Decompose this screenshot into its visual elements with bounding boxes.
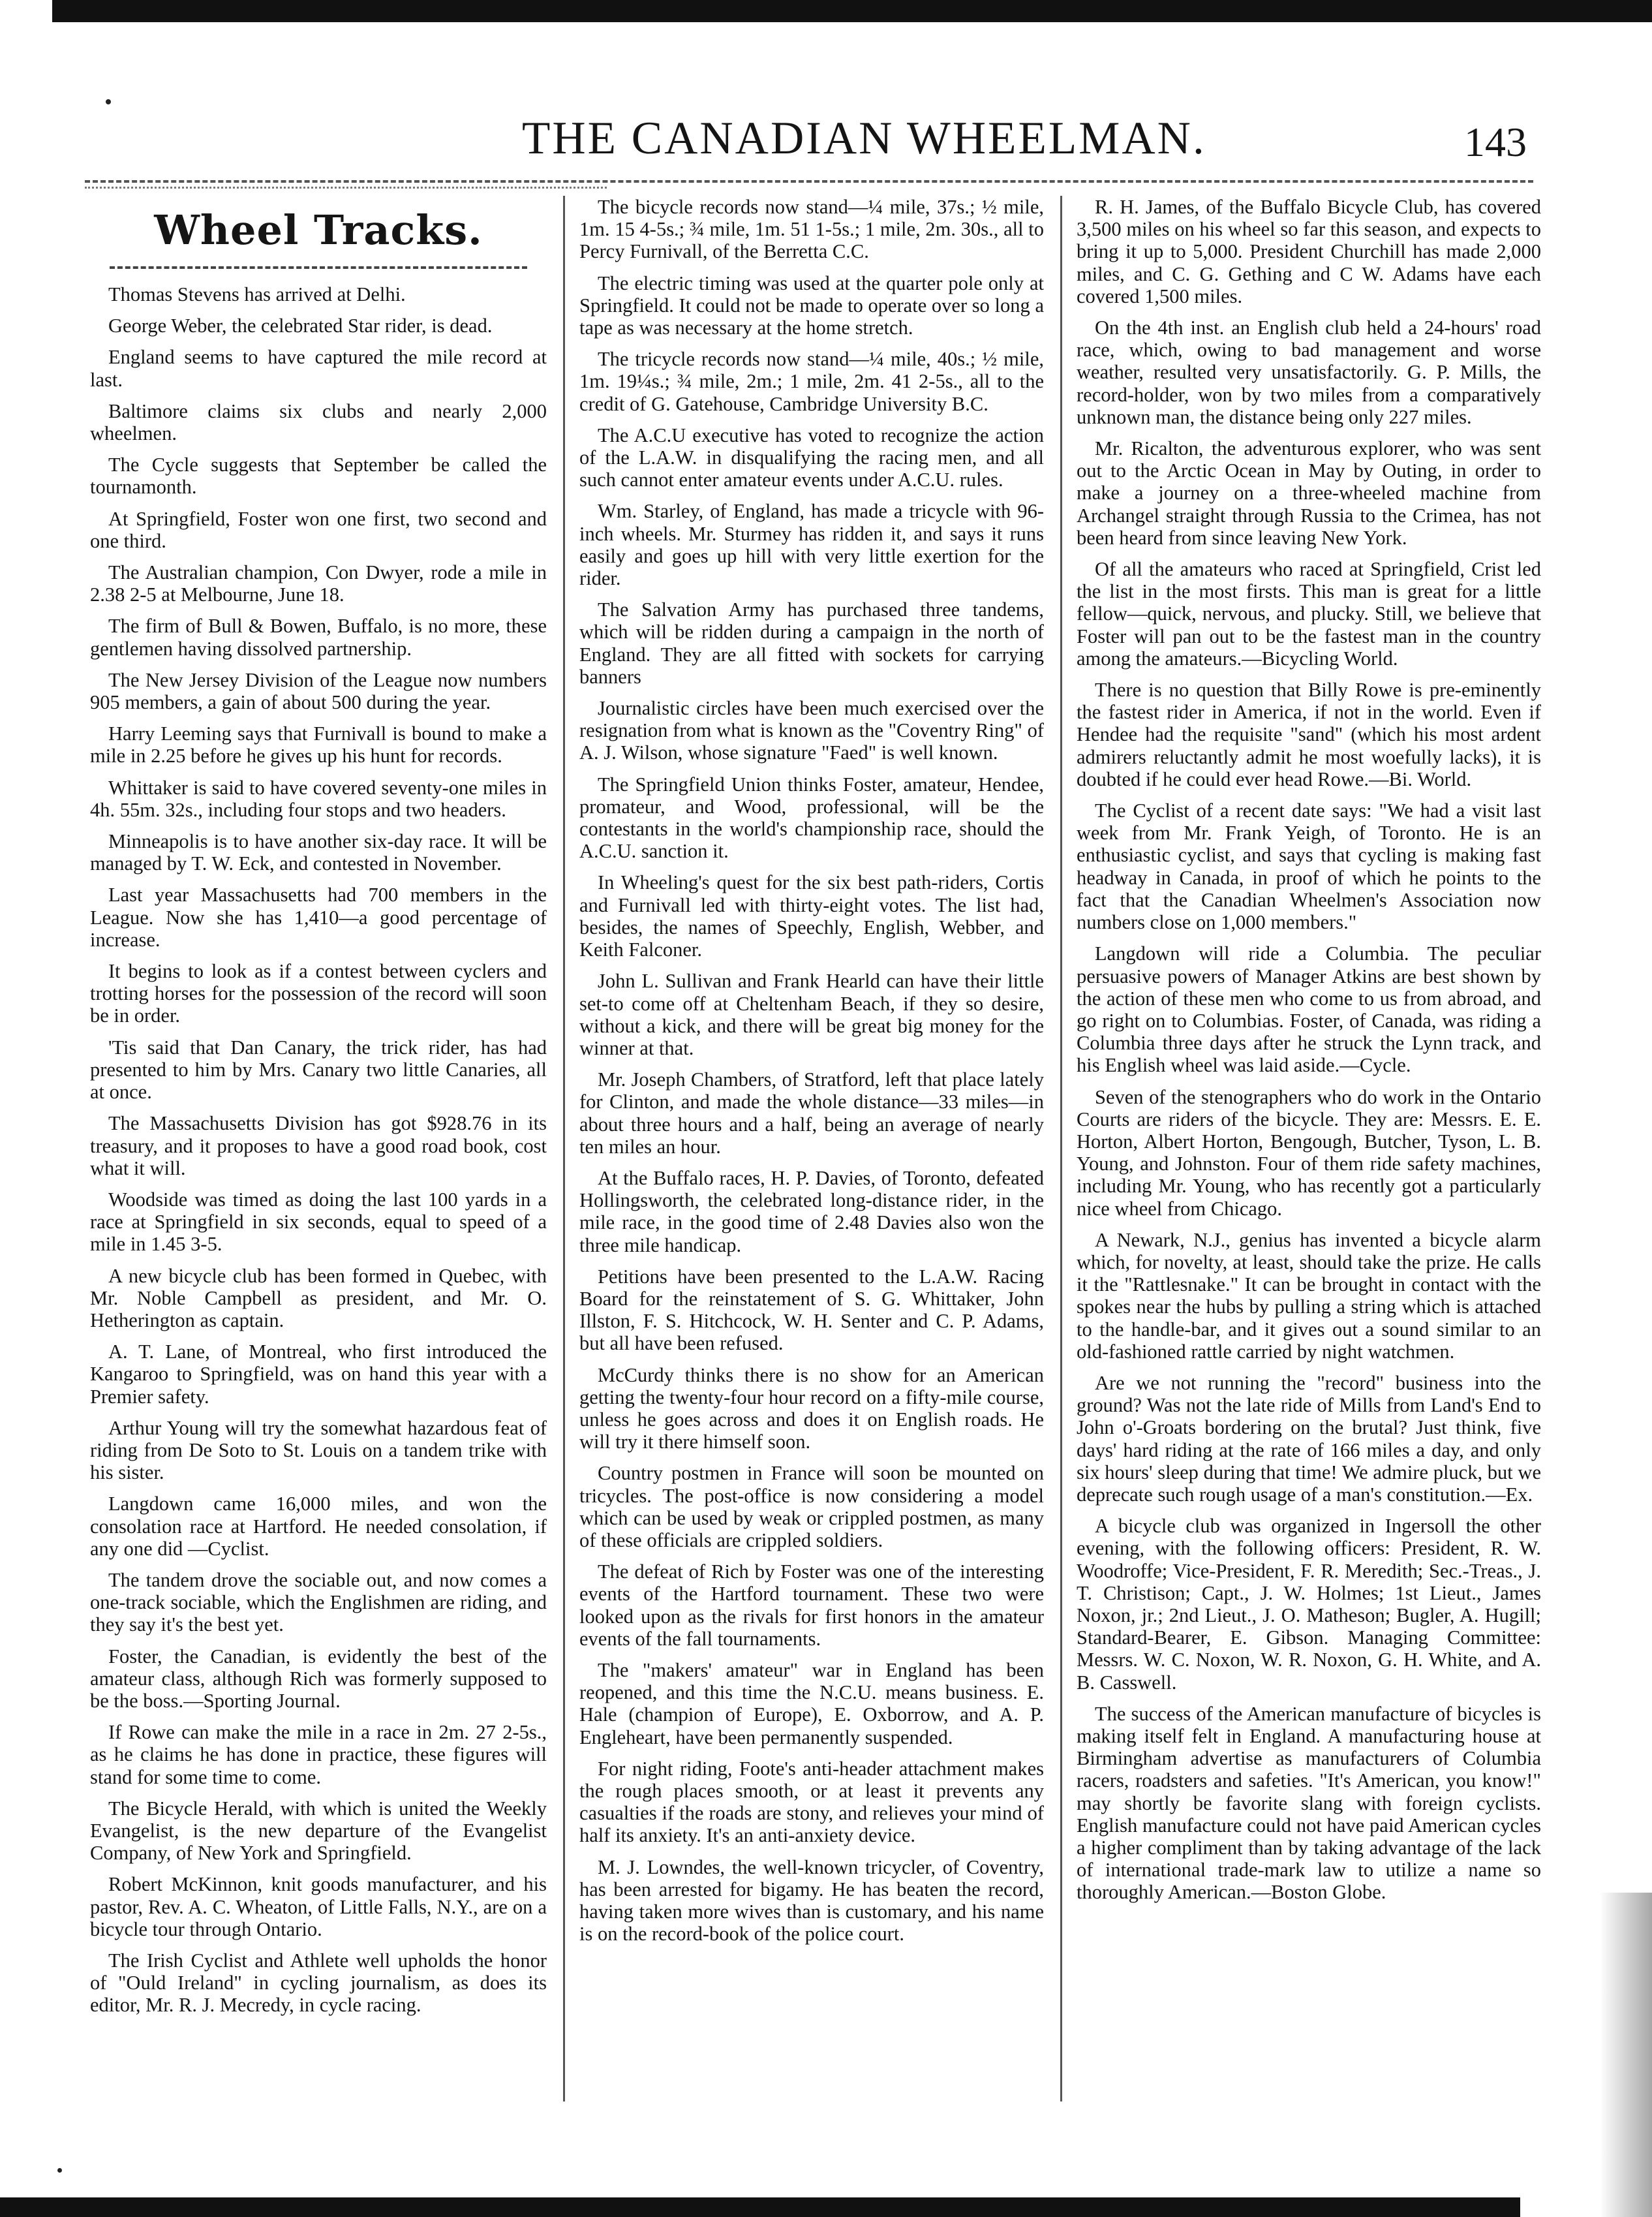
news-item: Wm. Starley, of England, has made a tricycle with 96-inch wheels. Mr. Sturmey has ridden it, and says it runs easily and goes up hill with very little exertion for the rider. xyxy=(579,500,1044,590)
news-item: Langdown will ride a Columbia. The peculiar persuasive powers of Manager Atkins are best shown by the action of these men who come to us from abroad, and go right on to Columbias. Foster, of Canada, was riding a Columbia three days after he struck the Lynn track, and his English wheel was laid aside.—Cycle. xyxy=(1077,942,1541,1077)
news-item: A. T. Lane, of Montreal, who first introduced the Kangaroo to Springfield, was on hand this year with a Premier safety. xyxy=(90,1341,547,1408)
news-item: England seems to have captured the mile record at last. xyxy=(90,346,547,391)
column-3-body xyxy=(1077,196,1541,1904)
news-item: If Rowe can make the mile in a race in 2m. 27 2-5s., as he claims he has done in practice, these figures will stand for some time to come. xyxy=(90,1721,547,1788)
news-item: George Weber, the celebrated Star rider, is dead. xyxy=(108,315,493,337)
news-item: Foster, the Canadian, is evidently the best of the amateur class, although Rich was formerly supposed to be the boss.—Sporting Journal. xyxy=(90,1645,547,1712)
news-item: The firm of Bull & Bowen, Buffalo, is no more, these gentlemen having dissolved partnership. xyxy=(90,615,547,660)
bottom-border-rule xyxy=(0,2197,1520,2217)
news-item: There is no question that Billy Rowe is pre-eminently the fastest rider in America, if not in the world. Even if Hendee had the requisite "sand" (which his most ardent admirers reluctantly admit he most woefully lacks), it is doubted if he could ever head Rowe.—Bi. World. xyxy=(1077,679,1541,790)
news-item: The success of the American manufacture of bicycles is making itself felt in England. A manufacturing house at Birmingham advertise as manufacturers of Columbia racers, roadsters and safeties. "It's American, you know!" may shortly be favorite slang with foreign cyclists. English manufacture could not have paid American cycles a higher compliment than by taking advantage of the lack of international trade-mark law to utilize a name so thoroughly American.—Boston Globe. xyxy=(1077,1702,1541,1904)
news-item: The tricycle records now stand—¼ mile, 40s.; ½ mile, 1m. 19¼s.; ¾ mile, 2m.; 1 mile, 2m. 41 2-5s., all to the credit of G. Gatehouse, Cambridge University B.C. xyxy=(579,348,1044,415)
news-item: Petitions have been presented to the L.A.W. Racing Board for the reinstatement of S. G. Whittaker, John Illston, F. S. Hitchcock, W. H. Senter and C. P. Adams, but all have been refused. xyxy=(579,1265,1044,1355)
news-item: The Salvation Army has purchased three tandems, which will be ridden during a campaign in the north of England. They are all fitted with sockets for carrying banners xyxy=(579,598,1044,688)
print-speck xyxy=(57,2168,62,2173)
header-rule-secondary xyxy=(85,187,607,191)
news-item: Of all the amateurs who raced at Springfield, Crist led the list in the most firsts. This man is great for a little fellow—quick, nervous, and plucky. Still, we believe that Foster will pan out to be the fastest man in the country among the amateurs.—Bicycling World. xyxy=(1077,558,1541,670)
news-item: John L. Sullivan and Frank Hearld can have their little set-to come off at Cheltenham Beach, if they so desire, without a kick, and there will be great big money for the winner at that. xyxy=(579,970,1044,1059)
news-item: The Springfield Union thinks Foster, amateur, Hendee, promateur, and Wood, professional, will be the contestants in the world's championship race, should the A.C.U. sanction it. xyxy=(579,773,1044,863)
page-edge-shadow xyxy=(1600,1893,1652,2217)
news-item: On the 4th inst. an English club held a 24-hours' road race, which, owing to bad management and worse weather, resulted very unsatisfactorily. G. P. Mills, the record-holder, won by two miles from a comparatively unknown man, the distance being only 227 miles. xyxy=(1077,317,1541,428)
news-item: The Australian champion, Con Dwyer, rode a mile in 2.38 2-5 at Melbourne, June 18. xyxy=(90,561,547,606)
news-item: Are we not running the "record" business into the ground? Was not the late ride of Mills from Land's End to John o'-Groats bordering on the brutal? Just think, five days' hard riding at the rate of 166 miles a day, and only six hours' sleep during that time! We admire pluck, but we deprecate such rough usage of a man's constitution.—Ex. xyxy=(1077,1371,1541,1506)
news-item: Harry Leeming says that Furnivall is bound to make a mile in 2.25 before he gives up his hunt for records. xyxy=(90,722,547,767)
news-item: Woodside was timed as doing the last 100 yards in a race at Springfield in six seconds, equal to speed of a mile in 1.45 3-5. xyxy=(90,1188,547,1256)
news-item: The New Jersey Division of the League now numbers 905 members, a gain of about 500 during the year. xyxy=(90,668,547,714)
news-item: Arthur Young will try the somewhat hazardous feat of riding from De Soto to St. Louis on a tandem trike with his sister. xyxy=(90,1416,547,1484)
news-item: The bicycle records now stand—¼ mile, 37s.; ½ mile, 1m. 15 4-5s.; ¾ mile, 1m. 51 1-5s.; 1 mile, 2m. 30s., all to Percy Furnivall, of the Berretta C.C. xyxy=(579,196,1044,263)
news-item: The Massachusetts Division has got $928.76 in its treasury, and it proposes to have a good road book, cost what it will. xyxy=(90,1112,547,1179)
news-item: M. J. Lowndes, the well-known tricycler, of Coventry, has been arrested for bigamy. He has beaten the record, having taken more wives than is customary, and his name is on the record-book of the police court. xyxy=(579,1855,1044,1946)
news-item: R. H. James, of the Buffalo Bicycle Club, has covered 3,500 miles on his wheel so far this season, and expects to bring it up to 5,000. President Churchill has made 2,000 miles, and C. G. Gething and C W. Adams have each covered 1,500 miles. xyxy=(1077,196,1541,307)
top-border-rule xyxy=(52,0,1652,22)
column-divider xyxy=(563,196,565,2101)
news-item: Thomas Stevens has arrived at Delhi. xyxy=(108,283,406,305)
news-item: The A.C.U executive has voted to recognize the action of the L.A.W. in disqualifying the racing men, and all such cannot enter amateur events under A.C.U. rules. xyxy=(579,424,1044,491)
column-2-body xyxy=(579,196,1044,1945)
news-item: 'Tis said that Dan Canary, the trick rider, has had presented to him by Mrs. Canary two little Canaries, all at once. xyxy=(90,1036,547,1104)
news-item: The Bicycle Herald, with which is united the Weekly Evangelist, is the new departure of the Evangelist Company, of New York and Springfield. xyxy=(90,1797,547,1865)
section-title-rule xyxy=(110,266,527,271)
news-item: The defeat of Rich by Foster was one of the interesting events of the Hartford tournament. These two were looked upon as the rivals for first honors in the amateur events of the fall tournaments. xyxy=(579,1560,1044,1650)
news-item: A new bicycle club has been formed in Quebec, with Mr. Noble Campbell as president, and Mr. O. Hetherington as captain. xyxy=(90,1264,547,1331)
publication-title: THE CANADIAN WHEELMAN. xyxy=(522,113,1206,164)
news-item: The Irish Cyclist and Athlete well upholds the honor of "Ould Ireland" in cycling journalism, as does its editor, Mr. R. J. Mecredy, in cycle racing. xyxy=(90,1949,547,2017)
news-item: At Springfield, Foster won one first, two second and one third. xyxy=(90,507,547,552)
page-number: 143 xyxy=(1464,119,1527,165)
news-item: The Cycle suggests that September be called the tournamonth. xyxy=(90,454,547,499)
news-item: McCurdy thinks there is no show for an American getting the twenty-four hour record on a fifty-mile course, unless he goes across and does it on English roads. He will try it there himself soon. xyxy=(579,1363,1044,1453)
header-rule xyxy=(85,180,1533,186)
news-item: Country postmen in France will soon be mounted on tricycles. The post-office is now considering a model which can be used by weak or crippled postmen, as many of these officials are crippled soldiers. xyxy=(579,1462,1044,1551)
news-item: At the Buffalo races, H. P. Davies, of Toronto, defeated Hollingsworth, the celebrated long-distance rider, in the mile race, in the good time of 2.48 Davies also won the three mile handicap. xyxy=(579,1166,1044,1256)
column-divider xyxy=(1060,196,1062,2101)
news-item: A Newark, N.J., genius has invented a bicycle alarm which, for novelty, at least, should take the prize. He calls it the "Rattlesnake." It can be brought in contact with the spokes near the hubs by pulling a string which is attached to the handle-bar, and it gives out a sound similar to an old-fashioned rattle carried by night watchmen. xyxy=(1077,1228,1541,1363)
news-item: Minneapolis is to have another six-day race. It will be managed by T. W. Eck, and contested in November. xyxy=(90,830,547,875)
news-item: Journalistic circles have been much exercised over the resignation from what is known as the "Coventry Ring" of A. J. Wilson, whose signature "Faed" is well known. xyxy=(579,697,1044,764)
news-item: The Cyclist of a recent date says: "We had a visit last week from Mr. Frank Yeigh, of Toronto. He is an enthusiastic cyclist, and says that cycling is making fast headway in Canada, in proof of which he points to the fact that the Canadian Wheelmen's Association now numbers close on 1,000 members." xyxy=(1077,799,1541,934)
news-item: Mr. Ricalton, the adventurous explorer, who was sent out to the Arctic Ocean in May by Outing, in order to make a journey on a three-wheeled machine from Archangel straight through Russia to the Crimea, has not been heard from since leaving New York. xyxy=(1077,437,1541,549)
news-item: Seven of the stenographers who do work in the Ontario Courts are riders of the bicycle. They are: Messrs. E. E. Horton, Albert Horton, Bengough, Butcher, Tyson, L. B. Young, and Johnston. Four of them ride safety machines, including Mr. Young, who has recently got a particularly nice wheel from Chicago. xyxy=(1077,1085,1541,1220)
news-item: In Wheeling's quest for the six best path-riders, Cortis and Furnivall led with thirty-eight votes. The list had, besides, the names of Speechly, English, Webber, and Keith Falconer. xyxy=(579,871,1044,961)
news-item: A bicycle club was organized in Ingersoll the other evening, with the following officers: President, R. W. Woodroffe; Vice-President, F. R. Meredith; Sec.-Treas., J. T. Christison; Capt., J. W. Holmes; 1st Lieut., James Noxon, jr.; 2nd Lieut., J. O. Matheson; Bugler, A. Hugill; Standard-Bearer, E. Gibson. Managing Committee: Messrs. W. C. Noxon, W. R. Noxon, G. H. White, and A. B. Casswell. xyxy=(1077,1515,1541,1694)
news-item: Baltimore claims six clubs and nearly 2,000 wheelmen. xyxy=(90,399,547,445)
news-item: Last year Massachusetts had 700 members in the League. Now she has 1,410—a good percentage of increase. xyxy=(90,884,547,951)
news-item: Whittaker is said to have covered seventy-one miles in 4h. 55m. 32s., including four stops and two headers. xyxy=(90,776,547,821)
news-item: It begins to look as if a contest between cyclers and trotting horses for the possession of the record will soon be in order. xyxy=(90,960,547,1027)
print-speck xyxy=(106,99,111,104)
news-item: The "makers' amateur" war in England has been reopened, and this time the N.C.U. means business. E. Hale (champion of Europe), E. Oxborrow, and A. P. Engleheart, have been permanently suspended. xyxy=(579,1658,1044,1748)
news-item: The electric timing was used at the quarter pole only at Springfield. It could not be made to operate over so long a tape as was necessary at the home stretch. xyxy=(579,271,1044,339)
column-3 xyxy=(1077,196,1541,2128)
column-1-body xyxy=(90,283,547,2017)
news-item: Mr. Joseph Chambers, of Stratford, left that place lately for Clinton, and made the whole distance—33 miles—in about three hours and a half, being an average of nearly ten miles an hour. xyxy=(579,1068,1044,1158)
news-item: Langdown came 16,000 miles, and won the consolation race at Hartford. He needed consolation, if any one did —Cyclist. xyxy=(90,1493,547,1560)
news-item: The tandem drove the sociable out, and now comes a one-track sociable, which the Englishmen are riding, and they say it's the best yet. xyxy=(90,1568,547,1636)
news-item: For night riding, Foote's anti-header attachment makes the rough places smooth, or at least it prevents any casualties if the roads are stony, and relieves your mind of half its anxiety. It's an anti-anxiety device. xyxy=(579,1757,1044,1847)
column-1 xyxy=(90,196,547,2128)
section-title: Wheel Tracks. xyxy=(154,206,483,254)
column-2 xyxy=(579,196,1044,2128)
running-head xyxy=(39,106,1527,171)
news-item: Robert McKinnon, knit goods manufacturer, and his pastor, Rev. A. C. Wheaton, of Little Falls, N.Y., are on a bicycle tour through Ontario. xyxy=(90,1873,547,1940)
